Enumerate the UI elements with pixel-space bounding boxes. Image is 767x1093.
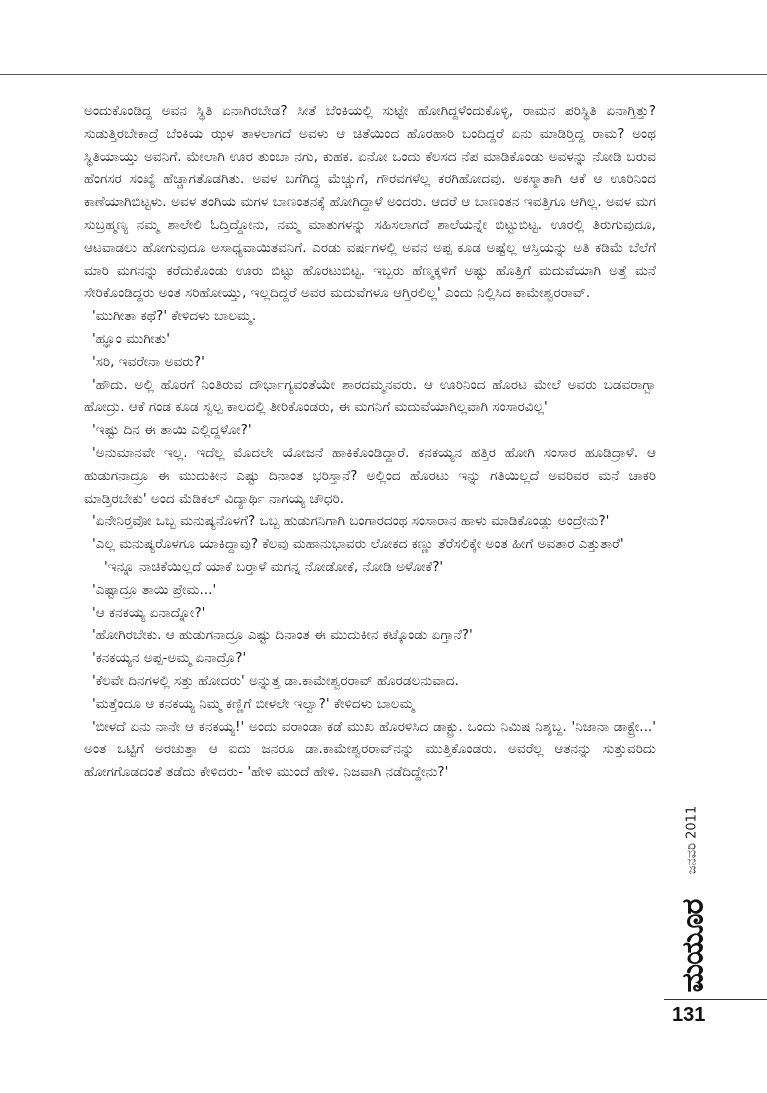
paragraph-3: 'ಹ್ಞೂಂ ಮುಗೀತು' [92,330,170,347]
header-rule [0,74,767,75]
paragraph-12: 'ಆ ಕನಕಯ್ಯ ಏನಾದ್ನೋ?' [92,604,206,621]
paragraph-2: 'ಮುಗೀತಾ ಕಥೆ?' ಕೇಳಿದಳು ಬಾಲಮ್ಮ. [92,308,257,325]
magazine-logo-text: ಮಯೂರ [675,899,711,993]
magazine-sidebar [672,790,714,1000]
paragraph-8: 'ಏನೇನಿರ್‍ತವೋ ಒಬ್ಬ ಮನುಷ್ಯನೊಳಗೆ? ಒಬ್ಬ ಹುಡುಗನಿಗಾಗಿ ಬಂಗಾರದಂಥ ಸಂಸಾರಾನ ಹಾಳು ಮಾಡಿಕೊಂಡ್ಲು ಅಂದ್ರೇನು?' [92,513,610,530]
paragraph-16: 'ಮತ್ತೆಂದೂ ಆ ಕನಕಯ್ಯ ನಿಮ್ಮ ಕಣ್ಣಿಗೆ ಬೀಳಲೇ ಇಲ್ವಾ?' ಕೇಳಿದಳು ಬಾಲಮ್ಮ [92,695,415,712]
paragraph-7: 'ಅನುಮಾನವೇ ಇಲ್ಲ. ಇದೆಲ್ಲ ಮೊದಲೇ ಯೋಜನೆ ಹಾಕಿಕೊಂಡಿದ್ದಾರೆ. ಕನಕಯ್ಯನ ಹತ್ತಿರ ಹೋಗಿ ಸಂಸಾರ ಹೂಡಿದ್ರಾಳೆ. ಆ ಹುಡುಗನಾದ್ರೂ ಈ ಮುದುಕೀನ ಎಷ್ಟು ದಿನಾಂತ ಭರಿಸ್ತಾನೆ? ಅಲ್ಲಿಂದ ಹೊರಟು ಇನ್ನು ಗತಿಯಿಲ್ಲದೆ ಅವರಿವರ ಮನೆ ಚಾಕರಿ ಮಾಡ್ತಿರಬೇಕು' ಅಂದ ಮೆಡಿಕಲ್ ವಿದ್ಯಾರ್ಥಿ ನಾಗಯ್ಯ ಚೌಧರಿ. [84,444,656,507]
issue-date [672,790,712,890]
page-number: 131 [672,1004,706,1026]
issue-date-text: ಜನವರಿ 2011 [684,805,700,875]
paragraph-10: 'ಇನ್ನೂ ನಾಚಿಕೆಯಿಲ್ಲದೆ ಯಾಕೆ ಬರ್‍ತಾಳೆ ಮಗನ್ನ ನೋಡೋಕೆ, ನೋಡಿ ಅಳೋಕೆ?' [104,558,444,575]
paragraph-14: 'ಕನಕಯ್ಯನ ಅಪ್ಪ-ಅಮ್ಮ ಏನಾದ್ರೊ?' [92,650,247,667]
paragraph-1: ಅಂದುಕೊಂಡಿದ್ದ ಅವನ ಸ್ಥಿತಿ ಏನಾಗಿರಬೇಡ? ಸೀತೆ ಬೆಂಕಿಯಲ್ಲಿ ಸುಟ್ಟೇ ಹೋಗಿದ್ದಳೆಂದುಕೊಳ್ಳಿ, ರಾಮನ ಪರಿಸ್ಥಿತಿ ಏನಾಗ್ತಿತ್ತು? ಸುಡುತ್ತಿರಬೇಕಾದ್ರೆ ಬೆಂಕಿಯ ಝಳ ತಾಳಲಾಗದೆ ಅವಳು ಆ ಚಿತೆಯಿಂದ ಹೊರಹಾರಿ ಬಂದಿದ್ದರೆ ಏನು ಮಾಡಿರ್‍ತಿದ್ದ ರಾಮ? ಅಂಥ ಸ್ಥಿತಿಯಾಯ್ತು ಅವನಿಗೆ. ಮೇಲಾಗಿ ಊರ ತುಂಬಾ ನಗು, ಕುಹಕ. ಏನೋ ಒಂದು ಕೆಲಸದ ನೆಪ ಮಾಡಿಕೊಂಡು ಅವಳನ್ನು ನೋಡಿ ಬರುವ ಹೆಂಗಸರ ಸಂಖ್ಯೆ ಹೆಚ್ಚಾಗತೊಡಗಿತು. ಅವಳ ಬಗೆಗಿದ್ದ ಮೆಚ್ಚುಗೆ, ಗೌರವಗಳೆಲ್ಲ ಕರಗಿಹೋದವು. ಅಕಸ್ಮಾತಾಗಿ ಆಕೆ ಆ ಊರಿನಿಂದ ಕಾಣೆಯಾಗಿಬಿಟ್ಟಳು. ಅವಳ ತಂಗಿಯ ಮಗಳ ಬಾಣಂತನಕ್ಕೆ ಹೋಗಿದ್ದಾಳೆ ಅಂದರು. ಆದರೆ ಆ ಬಾಣಂತನ ಇವತ್ತಿಗೂ ಆಗಿಲ್ಲ. ಅವಳ ಮಗ ಸುಬ್ರಹ್ಮಣ್ಯ ನಮ್ಮ ಶಾಲೇಲಿ ಓದ್ತಿದ್ದೋನು, ನಮ್ಮ ಮಾತುಗಳನ್ನು ಸಹಿಸಲಾಗದೆ ಶಾಲೆಯನ್ನೇ ಬಿಟ್ಟುಬಿಟ್ಟ. ಊರಲ್ಲಿ ತಿರುಗುವುದೂ, ಆಟವಾಡಲು ಹೋಗುವುದೂ ಅಸಾಧ್ಯವಾಯಿತವನಿಗೆ. ಎರಡು ವರ್ಷಗಳಲ್ಲಿ ಅವನ ಅಪ್ಪ ಕೂಡ ಅಷ್ಟೆಲ್ಲ ಆಸ್ತಿಯನ್ನು ಅತಿ ಕಡಿಮೆ ಬೆಲೆಗೆ ಮಾರಿ ಮಗನನ್ನು ಕರೆದುಕೊಂಡು ಊರು ಬಿಟ್ಟು ಹೊರಟುಬಿಟ್ಟ. ಇಬ್ಬರು ಹೆಣ್ಮಕ್ಕಳಿಗೆ ಅಷ್ಟು ಹೊತ್ತಿಗೆ ಮದುವೆಯಾಗಿ ಅತ್ತೆ ಮನೆ ಸೇರಿಕೊಂಡಿದ್ದರು ಅಂತ ಸರಿಹೋಯ್ತು, ಇಲ್ಲದಿದ್ದರೆ ಅವರ ಮದುವೆಗಳೂ ಆಗ್ತಿರಲಿಲ್ಲ' ಎಂದು ನಿಲ್ಲಿಸಿದ ಕಾಮೇಶ್ವರರಾವ್. [84,103,656,302]
paragraph-9: 'ಎಲ್ಲ ಮನುಷ್ಯರೊಳಗೂ ಯಾಕಿದ್ದಾವು? ಕೆಲವು ಮಹಾನುಭಾವರು ಲೋಕದ ಕಣ್ಣು ತೆರೆಸಲಿಕ್ಕೇ ಅಂತ ಹೀಗೆ ಅವತಾರ ಎತ್ತುತಾರೆ' [92,536,624,553]
paragraph-6: 'ಇಷ್ಟು ದಿನ ಈ ತಾಯಿ ಎಲ್ಲಿದ್ದಳೋ?' [92,422,252,439]
article-body [84,100,656,784]
paragraph-17: 'ಬೀಳದೆ ಏನು ನಾನೇ ಆ ಕನಕಯ್ಯ!' ಅಂದು ವರಾಂಡಾ ಕಡೆ ಮುಖ ಹೊರಳಿಸಿದ ಡಾಕ್ಟ್ರು. ಒಂದು ನಿಮಿಷ ನಿಶ್ಶಬ್ದ. 'ನಿಜಾನಾ ಡಾಕ್ಟ್ರೇ...' ಅಂತ ಒಟ್ಟಿಗೆ ಅರಚುತ್ತಾ ಆ ಐದು ಜನರೂ ಡಾ.ಕಾಮೇಶ್ವರರಾವ್‌ನನ್ನು ಮುತ್ತಿಕೊಂಡರು. ಅವರೆಲ್ಲ ಆತನನ್ನು ಸುತ್ತುವರಿದು ಹೋಗಗೊಡದಂತೆ ತಡೆದು ಕೇಳಿದರು- 'ಹೇಳಿ ಮುಂದೆ ಹೇಳಿ. ನಿಜವಾಗಿ ನಡೆದಿದ್ದೇನು?' [84,718,656,781]
paragraph-13: 'ಹೋಗಿರಬೇಕು. ಆ ಹುಡುಗನಾದ್ರೂ ಎಷ್ಟು ದಿನಾಂತ ಈ ಮುದುಕೀನ ಕಟ್ಕೊಂಡು ಏಗ್ತಾನೆ?' [92,627,473,644]
magazine-logo [672,898,714,994]
paragraph-5: 'ಹೌದು. ಅಲ್ಲಿ ಹೊರಗೆ ನಿಂತಿರುವ ದೌರ್ಭಾಗ್ಯವಂತೆಯೇ ಶಾರದಮ್ಮನವರು. ಆ ಊರಿನಿಂದ ಹೊರಟ ಮೇಲೆ ಅವರು ಬಡವರಾಗ್ಬಾ ಹೋದ್ರು. ಆಕೆ ಗಂಡ ಕೂಡ ಸ್ವಲ್ಪ ಕಾಲದಲ್ಲಿ ತೀರಿಕೊಂಡರು, ಈ ಮಗನಿಗೆ ಮದುವೆಯಾಗಿಲ್ಲವಾಗಿ ಸಂಸಾರವಿಲ್ಲ' [84,376,656,416]
paragraph-4: 'ಸರಿ, ಇವರೇನಾ ಅವರು?' [92,353,205,370]
footer-rule [664,999,767,1000]
paragraph-15: 'ಕೆಲವೇ ದಿನಗಳಲ್ಲಿ ಸತ್ತು ಹೋದರು' ಅನ್ನುತ್ತ ಡಾ.ಕಾಮೇಶ್ವರರಾವ್ ಹೊರಡಲನುವಾದ. [92,672,459,689]
paragraph-11: 'ಎಷ್ಟಾದ್ರೂ ತಾಯಿ ಪ್ರೇಮ...' [92,581,217,598]
